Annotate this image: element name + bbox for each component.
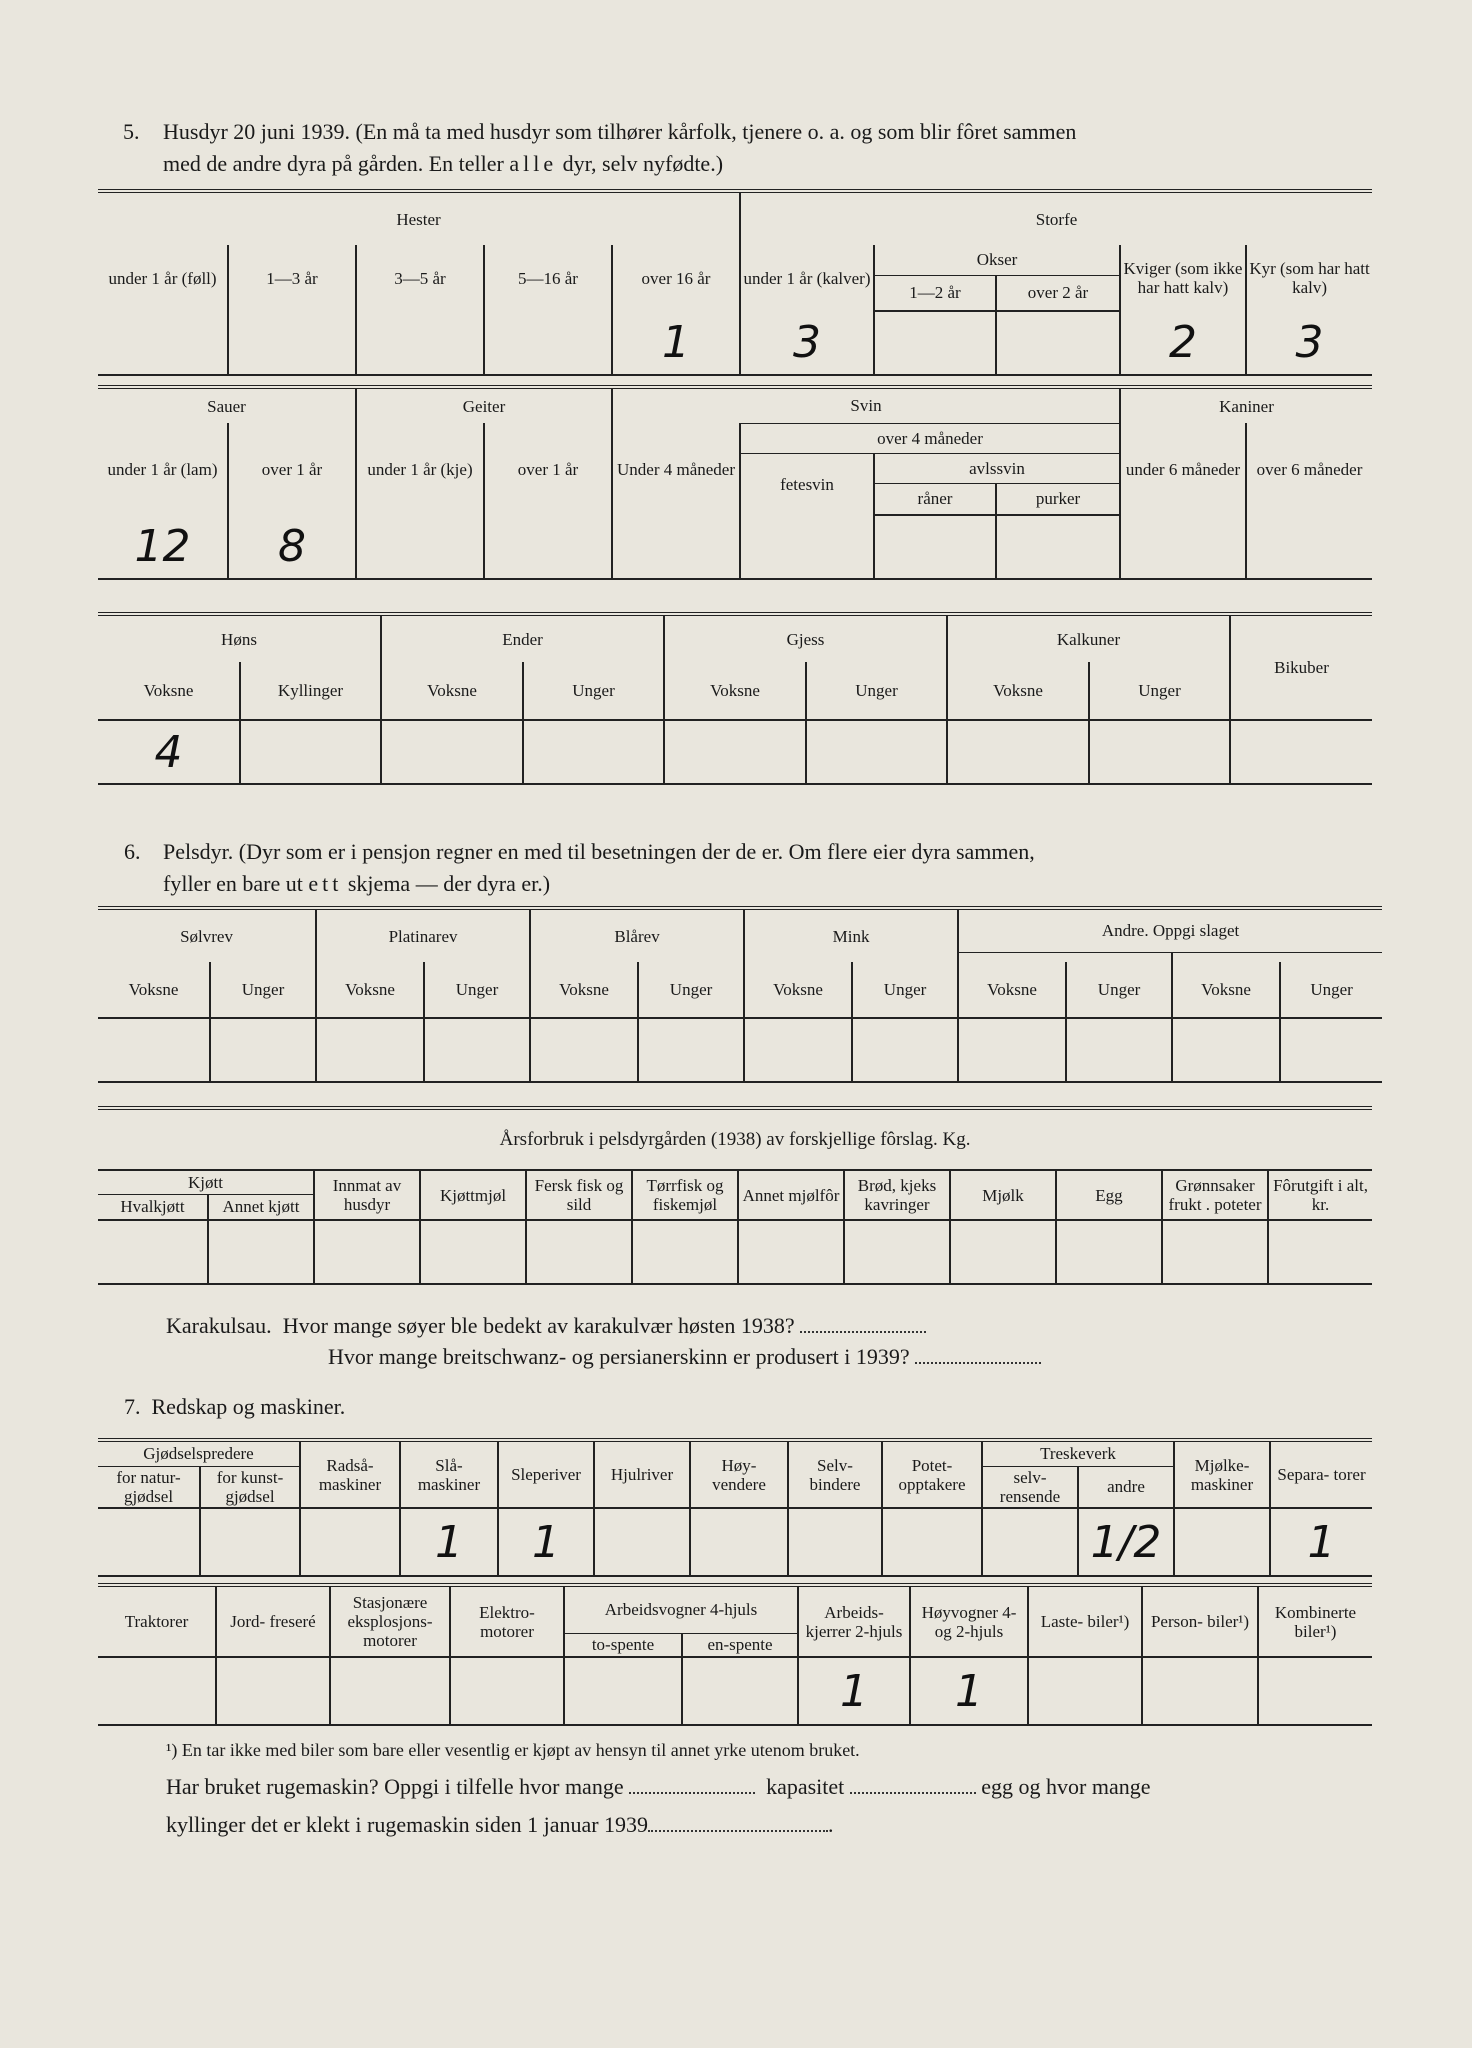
poultry-table (98, 612, 1372, 785)
solvrev-header: Sølvrev (98, 908, 316, 962)
value-cell (852, 1018, 958, 1082)
andre-header: Andre. Oppgi slaget (958, 908, 1382, 952)
ender-header: Ender (381, 614, 664, 662)
value-cell (210, 1018, 316, 1082)
value-cell (1056, 1220, 1162, 1284)
karakul-q1 (166, 1311, 926, 1341)
section-5-heading (125, 116, 1375, 180)
column-header: under 1 år (føll) (98, 245, 228, 311)
value-cell (240, 720, 381, 784)
value-cell (424, 1018, 530, 1082)
value-cell (381, 720, 523, 784)
column-header: 1—3 år (228, 245, 356, 311)
column-header: Sleperiver (498, 1440, 594, 1508)
value-cell (682, 1657, 798, 1725)
text: . (828, 1812, 834, 1837)
rugemaskin-count-field[interactable] (629, 1784, 755, 1794)
column-header: Voksne (98, 962, 210, 1018)
column-header: en-spente (682, 1633, 798, 1657)
value-cell: 1 (1270, 1508, 1372, 1576)
blarev-header: Blårev (530, 908, 744, 962)
value-cell (740, 515, 874, 579)
column-header: Voksne (381, 662, 523, 720)
text: dyr, selv nyfødte.) (562, 151, 724, 176)
column-header: Voksne (98, 662, 240, 720)
storfe-header: Storfe (740, 191, 1372, 245)
geiter-header: Geiter (356, 387, 612, 423)
value-cell: 12 (98, 515, 228, 579)
section-5-line1: Husdyr 20 juni 1939. (En må ta med husdyr som tilhører kårfolk, tjenere o. a. og som blir fôret sammen (163, 119, 1077, 144)
value-cell (744, 1018, 852, 1082)
kjott-header: Kjøtt (98, 1170, 314, 1194)
column-header: Kjøttmjøl (420, 1170, 526, 1220)
value-cell (314, 1220, 420, 1284)
gjess-header: Gjess (664, 614, 947, 662)
value-cell (1089, 720, 1230, 784)
column-header: for natur- gjødsel (98, 1466, 200, 1508)
text: kyllinger det er klekt i rugemaskin siden 1 januar 1939 (166, 1812, 649, 1837)
column-header: under 1 år (kje) (356, 423, 484, 515)
hons-header: Høns (98, 614, 381, 662)
footnote: ¹) En tar ikke med biler som bare eller vesentlig er kjøpt av hensyn til annet yrke utenom bruket. (166, 1740, 860, 1760)
value-cell (228, 311, 356, 375)
column-header: Traktorer (98, 1585, 216, 1657)
value-cell (420, 1220, 526, 1284)
feed-table-title: Årsforbruk i pelsdyrgården (1938) av forskjellige fôrslag. Kg. (98, 1108, 1372, 1170)
value-cell (98, 1657, 216, 1725)
column-header: Unger (806, 662, 947, 720)
column-header: råner (874, 483, 996, 515)
value-cell (1280, 1018, 1382, 1082)
value-cell (996, 515, 1120, 579)
section-6-line1: Pelsdyr. (Dyr som er i pensjon regner en med til besetningen der de er. Om flere eier dyra sammen, (163, 839, 1035, 864)
value-cell (356, 311, 484, 375)
value-cell (594, 1508, 690, 1576)
column-header: Under 4 måneder (612, 423, 740, 515)
value-cell (638, 1018, 744, 1082)
value-cell: 1 (498, 1508, 594, 1576)
column-header: Laste- biler¹) (1028, 1585, 1142, 1657)
column-header: Jord- freseré (216, 1585, 330, 1657)
avlssvin-header: avlssvin (874, 453, 1120, 483)
column-header: Annet mjølfôr (738, 1170, 844, 1220)
value-cell (300, 1508, 400, 1576)
value-cell (1142, 1657, 1258, 1725)
karakul-answer-2[interactable] (915, 1354, 1041, 1364)
value-cell (98, 1508, 200, 1576)
value-cell (806, 720, 947, 784)
value-cell (98, 1018, 210, 1082)
value-cell: 1 (798, 1657, 910, 1725)
value-cell (1172, 1018, 1280, 1082)
value-cell (450, 1657, 564, 1725)
column-header: Fersk fisk og sild (526, 1170, 632, 1220)
karakul-answer-1[interactable] (800, 1323, 926, 1333)
column-header: Voksne (958, 962, 1066, 1018)
column-header: under 1 år (kalver) (740, 245, 874, 311)
value-cell (1268, 1220, 1372, 1284)
kaniner-header: Kaniner (1120, 387, 1372, 423)
column-header: Voksne (1172, 962, 1280, 1018)
text: Har bruket rugemaskin? Oppgi i tilfelle hvor mange (166, 1774, 624, 1799)
value-cell (844, 1220, 950, 1284)
column-header: Unger (852, 962, 958, 1018)
value-cell (530, 1018, 638, 1082)
column-header: Separa- torer (1270, 1440, 1372, 1508)
value-cell: 2 (1120, 311, 1246, 375)
okser-header: Okser (874, 245, 1120, 275)
value-cell (950, 1220, 1056, 1284)
column-header: Elektro- motorer (450, 1585, 564, 1657)
column-header: over 16 år (612, 245, 740, 311)
column-header: Tørrfisk og fiskemjøl (632, 1170, 738, 1220)
fur-animals-table (98, 906, 1382, 1083)
column-header: Voksne (664, 662, 806, 720)
section-6-line2 (125, 868, 1375, 900)
value-cell (958, 1018, 1066, 1082)
sauer-header: Sauer (98, 387, 356, 423)
platinarev-header: Platinarev (316, 908, 530, 962)
value-cell (98, 1220, 208, 1284)
sheep-goats-pigs-table (98, 385, 1372, 580)
equipment-table (98, 1438, 1372, 1577)
rugemaskin-capacity-field[interactable] (850, 1784, 976, 1794)
column-header: Mjølke- maskiner (1174, 1440, 1270, 1508)
column-header: under 1 år (lam) (98, 423, 228, 515)
column-header: Stasjonære eksplosjons- motorer (330, 1585, 450, 1657)
column-header: Egg (1056, 1170, 1162, 1220)
karakul-question-1: Hvor mange søyer ble bedekt av karakulvær høsten 1938? (282, 1313, 795, 1338)
value-cell (356, 515, 484, 579)
column-header: Voksne (744, 962, 852, 1018)
column-header: Brød, kjeks kavringer (844, 1170, 950, 1220)
column-header: Hjulriver (594, 1440, 690, 1508)
value-cell: 8 (228, 515, 356, 579)
value-cell (523, 720, 664, 784)
value-cell (947, 720, 1089, 784)
text: med de andre dyra på gården. En teller (163, 151, 504, 176)
text: egg og hvor mange (981, 1774, 1151, 1799)
value-cell (1174, 1508, 1270, 1576)
column-header: over 1 år (228, 423, 356, 515)
value-cell (1162, 1220, 1268, 1284)
emphasis-text: ett (308, 871, 343, 896)
value-cell (484, 515, 612, 579)
value-cell (690, 1508, 788, 1576)
column-header: to-spente (564, 1633, 682, 1657)
value-cell (874, 311, 996, 375)
column-header: Voksne (316, 962, 424, 1018)
column-header: Annet kjøtt (208, 1194, 314, 1220)
mink-header: Mink (744, 908, 958, 962)
value-cell (664, 720, 806, 784)
column-header: Voksne (947, 662, 1089, 720)
value-cell (216, 1657, 330, 1725)
column-header: Person- biler¹) (1142, 1585, 1258, 1657)
rugemaskin-line-1 (166, 1772, 1151, 1802)
value-cell: 1 (612, 311, 740, 375)
column-header: Høy- vendere (690, 1440, 788, 1508)
horses-cattle-table (98, 189, 1372, 376)
column-header: over 1 år (484, 423, 612, 515)
column-header: 3—5 år (356, 245, 484, 311)
column-header: Kyllinger (240, 662, 381, 720)
text: fyller en bare ut (163, 871, 303, 896)
column-header: purker (996, 483, 1120, 515)
rugemaskin-line-2 (166, 1810, 834, 1840)
arbeidsvogner-header: Arbeidsvogner 4-hjuls (564, 1585, 798, 1633)
value-cell: 4 (98, 720, 240, 784)
over-4-months-header: over 4 måneder (740, 423, 1120, 453)
column-header: Hvalkjøtt (98, 1194, 208, 1220)
column-header: Unger (1280, 962, 1382, 1018)
column-header: over 2 år (996, 275, 1120, 311)
column-header: Mjølk (950, 1170, 1056, 1220)
value-cell (1028, 1657, 1142, 1725)
column-header: Kombinerte biler¹) (1258, 1585, 1372, 1657)
section-6-heading (125, 836, 1375, 900)
section-number: 5. (123, 119, 140, 144)
column-header: Unger (1066, 962, 1172, 1018)
value-cell (788, 1508, 882, 1576)
column-header: Unger (424, 962, 530, 1018)
column-header: Fôrutgift i alt, kr. (1268, 1170, 1372, 1220)
value-cell (996, 311, 1120, 375)
value-cell (882, 1508, 982, 1576)
vehicles-table (98, 1583, 1372, 1726)
column-header: Unger (523, 662, 664, 720)
column-header: Unger (1089, 662, 1230, 720)
value-cell: 1 (910, 1657, 1028, 1725)
hester-header: Hester (98, 191, 740, 245)
text: skjema — der dyra er.) (347, 871, 551, 896)
gjodselspredere-header: Gjødselspredere (98, 1440, 300, 1466)
treskeverk-header: Treskeverk (982, 1440, 1174, 1466)
column-header: Unger (638, 962, 744, 1018)
value-cell (564, 1657, 682, 1725)
column-header: Slå- maskiner (400, 1440, 498, 1508)
bikuber-header: Bikuber (1230, 614, 1372, 720)
kalkuner-header: Kalkuner (947, 614, 1230, 662)
karakul-q2 (328, 1342, 1041, 1372)
value-cell (1120, 515, 1246, 579)
value-cell (738, 1220, 844, 1284)
column-header: over 6 måneder (1246, 423, 1372, 515)
value-cell (330, 1657, 450, 1725)
section-5-line2 (125, 148, 1375, 180)
column-header: Kviger (som ikke har hatt kalv) (1120, 245, 1246, 311)
column-header: Grønnsaker frukt . poteter (1162, 1170, 1268, 1220)
value-cell (612, 515, 740, 579)
section-7-title: Redskap og maskiner. (151, 1394, 346, 1419)
value-cell (1230, 720, 1372, 784)
text: kapasitet (766, 1774, 845, 1799)
emphasis-text: alle (509, 151, 558, 176)
value-cell (316, 1018, 424, 1082)
chickens-hatched-field[interactable] (648, 1822, 828, 1832)
value-cell: 1 (400, 1508, 498, 1576)
value-cell (874, 515, 996, 579)
section-number: 7. (124, 1394, 141, 1419)
column-header: under 6 måneder (1120, 423, 1246, 515)
value-cell: 3 (740, 311, 874, 375)
value-cell (526, 1220, 632, 1284)
value-cell (208, 1220, 314, 1284)
column-header: Arbeids- kjerrer 2-hjuls (798, 1585, 910, 1657)
column-header: fetesvin (740, 453, 874, 515)
value-cell (982, 1508, 1078, 1576)
svin-header: Svin (612, 387, 1120, 423)
column-header: andre (1078, 1466, 1174, 1508)
column-header: Potet- opptakere (882, 1440, 982, 1508)
value-cell (1258, 1657, 1372, 1725)
feed-consumption-table (98, 1106, 1372, 1285)
column-header: Kyr (som har hatt kalv) (1246, 245, 1372, 311)
column-header: 1—2 år (874, 275, 996, 311)
value-cell (1066, 1018, 1172, 1082)
karakul-question-2: Hvor mange breitschwanz- og persianerskinn er produsert i 1939? (328, 1344, 910, 1369)
column-header: 5—16 år (484, 245, 612, 311)
value-cell: 3 (1246, 311, 1372, 375)
column-header: Radså- maskiner (300, 1440, 400, 1508)
section-7-heading (124, 1392, 345, 1422)
column-header: Høyvogner 4- og 2-hjuls (910, 1585, 1028, 1657)
value-cell (98, 311, 228, 375)
value-cell (200, 1508, 300, 1576)
value-cell (484, 311, 612, 375)
column-header: selv- rensende (982, 1466, 1078, 1508)
column-header: for kunst- gjødsel (200, 1466, 300, 1508)
value-cell: 1/2 (1078, 1508, 1174, 1576)
karakul-label: Karakulsau. (166, 1313, 272, 1338)
column-header: Unger (210, 962, 316, 1018)
column-header: Voksne (530, 962, 638, 1018)
value-cell (632, 1220, 738, 1284)
value-cell (1246, 515, 1372, 579)
column-header: Selv- bindere (788, 1440, 882, 1508)
column-header: Innmat av husdyr (314, 1170, 420, 1220)
section-number: 6. (124, 839, 141, 864)
